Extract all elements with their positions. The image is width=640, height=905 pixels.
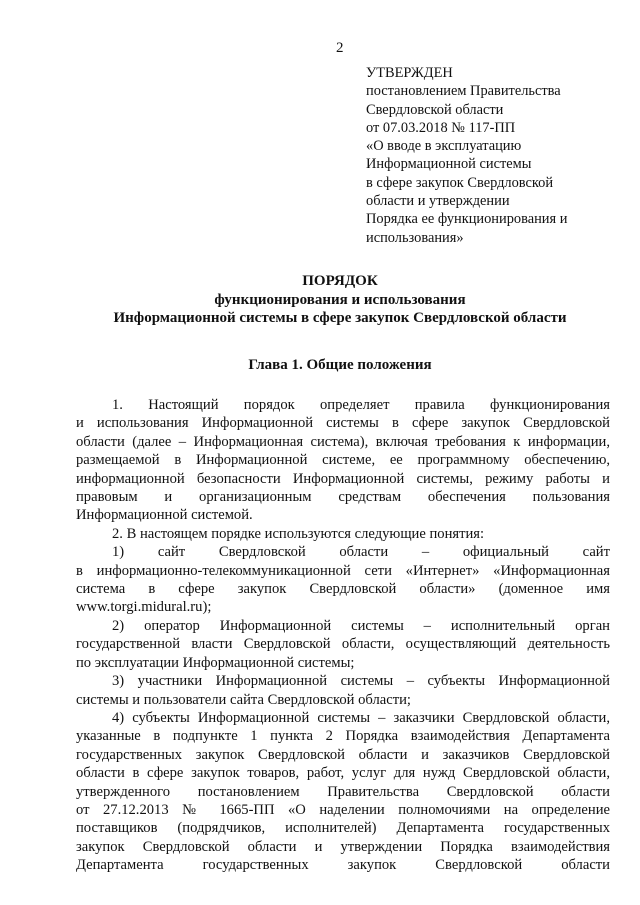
body-line: 2) оператор Информационной системы – исполнительный орган: [112, 617, 610, 634]
body-line: указанные в подпункте 1 пункта 2 Порядка взаимодействия Департамента: [76, 728, 610, 745]
document-title: [60, 272, 620, 328]
body-line: системы и пользователи сайта Свердловской области;: [76, 691, 411, 708]
body-line: Департамента государственных закупок Свердловской области: [76, 857, 610, 874]
body-line: области (далее – Информационная система), включая требования к информации,: [76, 433, 610, 450]
body-line: правовым и организационным средствам обеспечения пользования: [76, 489, 610, 506]
title-line: функционирования и использования: [214, 291, 466, 308]
title-line: ПОРЯДОК: [302, 273, 378, 289]
approval-line: области и утверждении: [366, 193, 510, 210]
document-body: [76, 396, 610, 875]
body-line: размещаемой в Информационной системе, ее программному обеспечению,: [76, 452, 610, 469]
body-line: информационной безопасности Информационной системы, режиму работы и: [76, 470, 610, 487]
body-line: 3) участники Информационной системы – субъекты Информационной: [112, 673, 610, 690]
body-line: в информационно-телекоммуникационной сети «Интернет» «Информационная: [76, 562, 610, 579]
body-line: от 27.12.2013 № 1665-ПП «О наделении полномочиями на определение: [76, 801, 610, 818]
body-line: государственных закупок Свердловской области и заказчиков Свердловской: [76, 746, 610, 763]
body-line: www.torgi.midural.ru);: [76, 599, 212, 616]
approval-line: Порядка ее функционирования и: [366, 211, 568, 228]
approval-stamp: [366, 64, 616, 247]
title-line: Информационной системы в сфере закупок Свердловской области: [113, 310, 567, 326]
body-line: система в сфере закупок Свердловской области» (доменное имя: [76, 581, 610, 598]
approval-line: использования»: [366, 229, 464, 246]
body-line: 2. В настоящем порядке используются следующие понятия:: [112, 525, 485, 542]
body-line: 1) сайт Свердловской области – официальный сайт: [112, 544, 610, 561]
body-line: области в сфере закупок товаров, работ, услуг для нужд Свердловской области,: [76, 765, 610, 782]
body-line: утвержденного постановлением Правительства Свердловской области: [76, 783, 610, 800]
approval-line: УТВЕРЖДЕН: [366, 65, 453, 81]
body-line: 4) субъекты Информационной системы – заказчики Свердловской области,: [112, 709, 610, 726]
approval-date-line: от 07.03.2018 № 117-ПП: [366, 119, 516, 136]
body-line: закупок Свердловской области и утверждении Порядка взаимодействия: [76, 838, 610, 855]
approval-line: в сфере закупок Свердловской: [366, 174, 554, 191]
body-line: по эксплуатации Информационной системы;: [76, 654, 355, 671]
body-line: поставщиков (подрядчиков, исполнителей) Департамента государственных: [76, 820, 610, 837]
page-number: 2: [336, 40, 344, 56]
body-line: и использования Информационной системы в сфере закупок Свердловской: [76, 415, 610, 432]
approval-line: Свердловской области: [366, 101, 504, 118]
chapter-heading: Глава 1. Общие положения: [248, 357, 432, 373]
approval-line: Информационной системы: [366, 156, 532, 173]
approval-line: «О вводе в эксплуатацию: [366, 138, 522, 155]
body-line: 1. Настоящий порядок определяет правила функционирования: [112, 397, 610, 413]
body-line: государственной власти Свердловской области, осуществляющий деятельность: [76, 636, 610, 653]
body-line: Информационной системой.: [76, 507, 253, 524]
approval-line: постановлением Правительства: [366, 83, 561, 100]
